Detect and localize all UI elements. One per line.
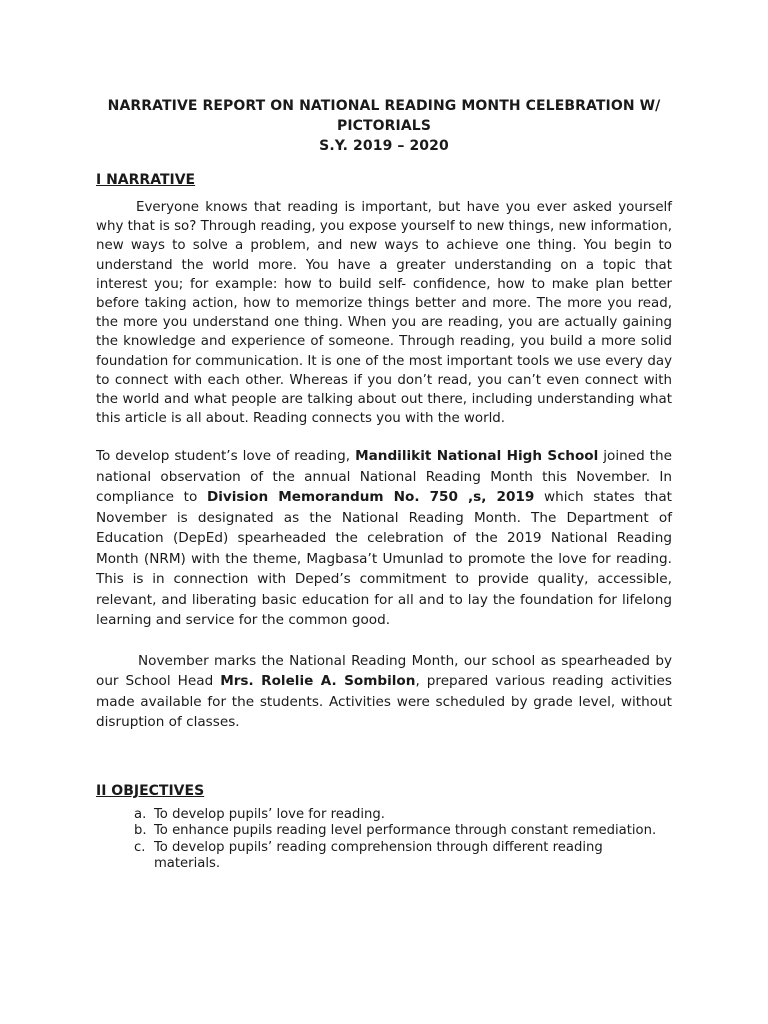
list-item (134, 823, 672, 840)
para2-text-2: joined the national observation of the annual National Reading Month this November. In compliance to (96, 448, 672, 506)
document-title (96, 96, 672, 156)
para2-text-3: which states that November is designated as the National Reading Month. The Department of Education (DepEd) spearheaded the celebration of the 2019 National Reading Month (NRM) with the theme, Magbasa’t Umunlad to promote the love for reading. This is in connection with Deped’s commitment to provide quality, accessible, relevant, and liberating basic education for all and to lay the foundation for lifelong learning and service for the common good. (96, 489, 672, 629)
objective-text: To enhance pupils reading level performance through constant remediation. (154, 823, 657, 839)
title-line-1: NARRATIVE REPORT ON NATIONAL READING MONTH CELEBRATION W/ PICTORIALS (107, 98, 661, 134)
objective-letter: b. (134, 823, 147, 839)
memorandum-reference: Division Memorandum No. 750 ,s, 2019 (206, 489, 535, 506)
objective-text: To develop pupils’ love for reading. (154, 806, 385, 822)
narrative-paragraph-1: Everyone knows that reading is important, but have you ever asked yourself why that is so? Through reading, you expose yourself to new things, new information, new ways to solve a problem, and new ways to achieve one thing. You begin to understand the world more. You have a greater understanding on a topic that interest you; for example: how to build self- confidence, how to make plan better before taking action, how to memorize things better and more. The more you read, the more you understand one thing. When you are reading, you are actually gaining the knowledge and experience of someone. Through reading, you build a more solid foundation for communication. It is one of the most important tools we use every day to connect with each other. Whereas if you don’t read, you can’t even connect with the world and what people are talking about out there, including understanding what this article is all about. Reading connects you with the world. (96, 200, 672, 427)
list-item (134, 840, 672, 873)
objectives-heading: II OBJECTIVES (96, 782, 205, 799)
list-item (134, 807, 672, 824)
school-head-name: Mrs. Rolelie A. Sombilon (220, 673, 416, 690)
para3-text-2: , prepared various reading activities made available for the students. Activities were scheduled by grade level, without disruption of classes. (96, 673, 672, 731)
narrative-paragraph-2 (96, 446, 672, 631)
title-line-2: S.Y. 2019 – 2020 (319, 138, 449, 154)
objective-letter: a. (134, 806, 147, 822)
objective-letter: c. (134, 839, 146, 855)
objective-text: To develop pupils’ reading comprehension through different reading materials. (153, 839, 603, 872)
narrative-paragraph-3 (96, 651, 672, 733)
objectives-list (96, 807, 672, 873)
narrative-heading: I NARRATIVE (96, 172, 196, 188)
para2-text-1: To develop student’s love of reading, (96, 448, 356, 465)
school-name: Mandilikit National High School (355, 448, 599, 465)
para3-text-1: November marks the National Reading Month, our school as spearheaded by our School Head (96, 652, 672, 690)
